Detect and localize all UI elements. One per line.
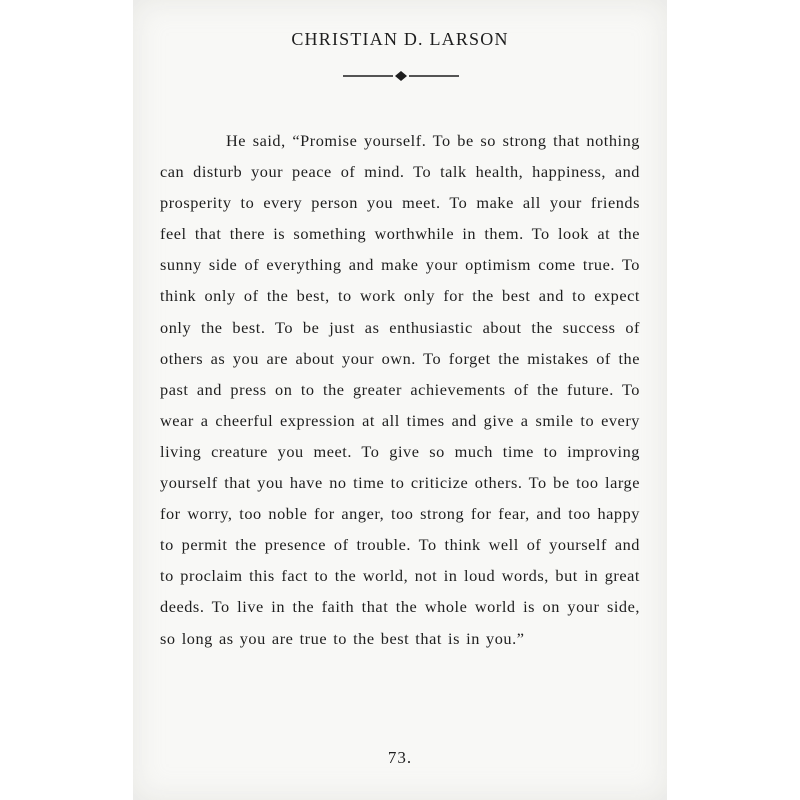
page-number: 73.	[387, 748, 413, 767]
quote-text: He said, “Promise yourself. To be so strong that nothing can disturb your peace of mind. To talk health, happiness, and prosperity to every person you meet. To make all your friends feel that there is something worthwhile in them. To look at the sunny side of everything and make your optimism come true. To think only of the best, to work only for the best and to expect only the best. To be just as enthusiastic about the success of others as you are about your own. To forget the mistakes of the past and press on to the greater achievements of the future. To wear a cheerful expression at all times and give a smile to every living creature you meet. To give so much time to improving yourself that you have no time to criticize others. To be too large for worry, too noble for anger, too strong for fear, and too happy to permit the presence of trouble. To think well of yourself and to proclaim this fact to the world, not in loud words, but in great deeds. To live in the faith that the whole world is on your side, so long as you are true to the best that is in you.”	[160, 131, 640, 648]
ornamental-divider-icon	[343, 68, 459, 84]
page-content	[133, 0, 667, 800]
book-page	[133, 0, 667, 800]
author-heading: CHRISTIAN D. LARSON	[291, 29, 509, 49]
